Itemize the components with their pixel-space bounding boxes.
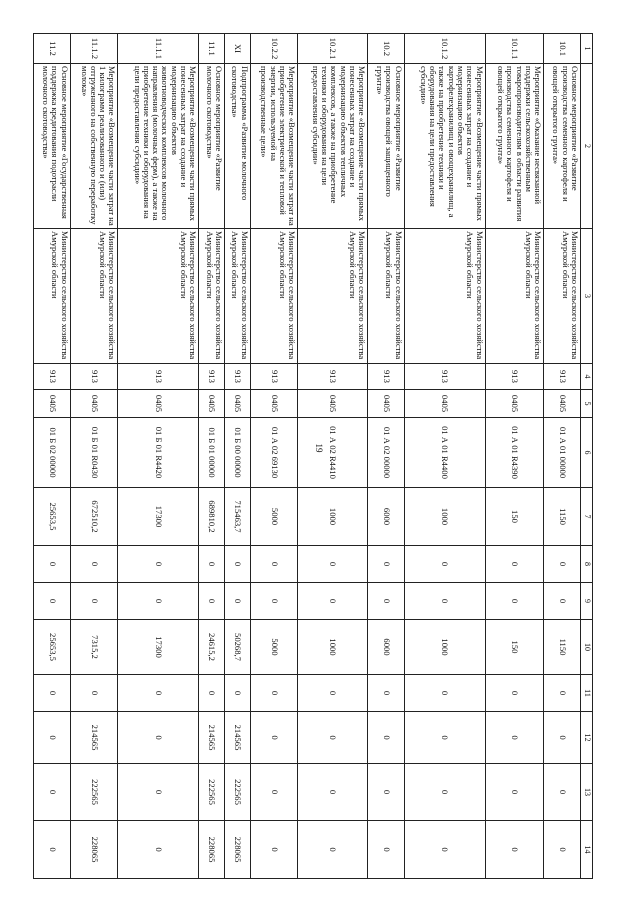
year-6-value: 0 <box>298 764 368 821</box>
year-2-value: 0 <box>199 583 225 620</box>
grbs-code: 913 <box>224 364 250 390</box>
year-1-value: 0 <box>118 546 199 583</box>
year-6-value: 0 <box>34 764 71 821</box>
year-4-value: 0 <box>199 675 225 712</box>
year-1-value: 0 <box>250 546 298 583</box>
year-5-value: 0 <box>485 712 544 764</box>
year-7-value: 0 <box>298 821 368 879</box>
total-value: 1000 <box>404 488 485 546</box>
year-6-value: 0 <box>544 764 581 821</box>
year-2-value: 0 <box>34 583 71 620</box>
grbs-code: 913 <box>34 364 71 390</box>
year-4-value: 0 <box>368 675 405 712</box>
target-article-code: 01 А 02 R4410 <box>298 418 368 488</box>
total-value: 150 <box>485 488 544 546</box>
row-code: 10.1 <box>544 34 581 64</box>
year-3-value: 1000 <box>404 620 485 675</box>
target-article-code: 01 Б 01 R4420 <box>118 418 199 488</box>
row-executor: Министерство сельского хозяйства Амурской области <box>368 229 405 364</box>
row-executor: Министерство сельского хозяйства Амурской области <box>118 229 199 364</box>
year-4-value: 0 <box>404 675 485 712</box>
row-name: Мероприятие «Возмещение части затрат на 1 килограмм реализованного и (или) отгруженного на собственную переработку молока» <box>70 64 118 229</box>
year-5-value: 0 <box>404 712 485 764</box>
year-4-value: 0 <box>298 675 368 712</box>
year-5-value: 0 <box>118 712 199 764</box>
year-3-value: 25653,5 <box>34 620 71 675</box>
year-2-value: 0 <box>404 583 485 620</box>
year-2-value: 0 <box>70 583 118 620</box>
section-code: 0405 <box>544 390 581 418</box>
year-4-value: 0 <box>224 675 250 712</box>
grbs-code: 913 <box>404 364 485 390</box>
total-value: 5000 <box>250 488 298 546</box>
column-number-3: 3 <box>581 229 593 364</box>
year-1-value: 0 <box>544 546 581 583</box>
year-6-value: 0 <box>485 764 544 821</box>
target-article-code: 01 Б 00 00000 <box>224 418 250 488</box>
section-code: 0405 <box>34 390 71 418</box>
row-executor: Министерство сельского хозяйства Амурской области <box>224 229 250 364</box>
row-name: Подпрограмма «Развитие молочного скотоводства» <box>224 64 250 229</box>
target-article-code: 01 А 02 00000 <box>368 418 405 488</box>
year-5-value: 0 <box>368 712 405 764</box>
row-executor: Министерство сельского хозяйства Амурской области <box>70 229 118 364</box>
year-2-value: 0 <box>368 583 405 620</box>
budget-table <box>33 33 593 879</box>
page-number: 19 <box>314 443 324 453</box>
target-article-code: 01 А 01 R4390 <box>485 418 544 488</box>
column-number-9: 9 <box>581 583 593 620</box>
row-code: 11.2 <box>34 34 71 64</box>
column-number-10: 10 <box>581 620 593 675</box>
row-code: 10.1.1 <box>485 34 544 64</box>
year-5-value: 0 <box>544 712 581 764</box>
row-name: Мероприятие «Возмещение части прямых понесенных затрат на создание и модернизацию объектов животноводческих комплексов молочного направления (молочных ферм), а также на приобретение техники и оборудования на цели предоставления субсидии» <box>118 64 199 229</box>
total-value: 17300 <box>118 488 199 546</box>
year-3-value: 1150 <box>544 620 581 675</box>
table-row <box>34 34 71 879</box>
section-code: 0405 <box>224 390 250 418</box>
year-3-value: 17300 <box>118 620 199 675</box>
target-article-code: 01 Б 02 00000 <box>34 418 71 488</box>
year-5-value: 0 <box>250 712 298 764</box>
table-row <box>368 34 405 879</box>
table-body <box>34 34 581 879</box>
row-name: Основное мероприятие «Развитие производства семенного картофеля и овощей открытого грунта» <box>544 64 581 229</box>
grbs-code: 913 <box>250 364 298 390</box>
section-code: 0405 <box>250 390 298 418</box>
grbs-code: 913 <box>70 364 118 390</box>
section-code: 0405 <box>485 390 544 418</box>
row-executor: Министерство сельского хозяйства Амурской области <box>298 229 368 364</box>
table-row <box>250 34 298 879</box>
column-number-14: 14 <box>581 821 593 879</box>
section-code: 0405 <box>199 390 225 418</box>
column-number-1: 1 <box>581 34 593 64</box>
table-row <box>298 34 368 879</box>
year-2-value: 0 <box>224 583 250 620</box>
year-3-value: 1000 <box>298 620 368 675</box>
row-code: 10.2.1 <box>298 34 368 64</box>
total-value: 1150 <box>544 488 581 546</box>
column-number-4: 4 <box>581 364 593 390</box>
row-code: 11.1.1 <box>118 34 199 64</box>
row-code: 10.2 <box>368 34 405 64</box>
year-6-value: 0 <box>118 764 199 821</box>
row-code: XI <box>224 34 250 64</box>
row-code: 10.2.2 <box>250 34 298 64</box>
column-number-13: 13 <box>581 764 593 821</box>
row-executor: Министерство сельского хозяйства Амурской области <box>404 229 485 364</box>
year-7-value: 228065 <box>199 821 225 879</box>
grbs-code: 913 <box>298 364 368 390</box>
year-7-value: 0 <box>485 821 544 879</box>
year-7-value: 228065 <box>70 821 118 879</box>
year-2-value: 0 <box>250 583 298 620</box>
row-code: 11.1 <box>199 34 225 64</box>
year-6-value: 222565 <box>199 764 225 821</box>
year-1-value: 0 <box>404 546 485 583</box>
year-6-value: 0 <box>250 764 298 821</box>
target-article-code: 01 А 02 69130 <box>250 418 298 488</box>
column-number-5: 5 <box>581 390 593 418</box>
row-name: Мероприятие «Оказание несвязанной поддержки сельскохозяйственным товаропроизводителям в области развития производства семенного картофеля и овощей открытого грунта» <box>485 64 544 229</box>
year-5-value: 214565 <box>199 712 225 764</box>
total-value: 715463,7 <box>224 488 250 546</box>
column-number-6: 6 <box>581 418 593 488</box>
table-row <box>118 34 199 879</box>
table-row <box>199 34 225 879</box>
column-number-2: 2 <box>581 64 593 229</box>
target-article-code: 01 А 01 R4400 <box>404 418 485 488</box>
grbs-code: 913 <box>544 364 581 390</box>
section-code: 0405 <box>298 390 368 418</box>
target-article-code: 01 А 01 00000 <box>544 418 581 488</box>
year-3-value: 6000 <box>368 620 405 675</box>
year-3-value: 7315,2 <box>70 620 118 675</box>
target-article-code: 01 Б 01 00000 <box>199 418 225 488</box>
year-3-value: 50268,7 <box>224 620 250 675</box>
column-number-11: 11 <box>581 675 593 712</box>
total-value: 1000 <box>298 488 368 546</box>
year-1-value: 0 <box>298 546 368 583</box>
grbs-code: 913 <box>368 364 405 390</box>
year-7-value: 0 <box>404 821 485 879</box>
year-7-value: 228065 <box>224 821 250 879</box>
year-1-value: 0 <box>224 546 250 583</box>
row-executor: Министерство сельского хозяйства Амурской области <box>34 229 71 364</box>
year-6-value: 222565 <box>70 764 118 821</box>
year-3-value: 150 <box>485 620 544 675</box>
year-1-value: 0 <box>485 546 544 583</box>
year-6-value: 0 <box>404 764 485 821</box>
column-number-row <box>581 34 593 879</box>
year-5-value: 0 <box>34 712 71 764</box>
year-4-value: 0 <box>118 675 199 712</box>
year-1-value: 0 <box>34 546 71 583</box>
year-2-value: 0 <box>485 583 544 620</box>
year-3-value: 24615,2 <box>199 620 225 675</box>
year-1-value: 0 <box>70 546 118 583</box>
year-7-value: 0 <box>118 821 199 879</box>
table-row <box>485 34 544 879</box>
total-value: 689810,2 <box>199 488 225 546</box>
year-5-value: 214565 <box>224 712 250 764</box>
row-code: 11.1.2 <box>70 34 118 64</box>
target-article-code: 01 Б 01 R0430 <box>70 418 118 488</box>
year-2-value: 0 <box>298 583 368 620</box>
table-row <box>544 34 581 879</box>
row-executor: Министерство сельского хозяйства Амурской области <box>250 229 298 364</box>
year-5-value: 0 <box>298 712 368 764</box>
grbs-code: 913 <box>118 364 199 390</box>
table-row <box>224 34 250 879</box>
year-1-value: 0 <box>199 546 225 583</box>
year-4-value: 0 <box>34 675 71 712</box>
year-4-value: 0 <box>250 675 298 712</box>
year-7-value: 0 <box>34 821 71 879</box>
year-7-value: 0 <box>544 821 581 879</box>
row-executor: Министерство сельского хозяйства Амурской области <box>544 229 581 364</box>
section-code: 0405 <box>118 390 199 418</box>
total-value: 6000 <box>368 488 405 546</box>
year-2-value: 0 <box>544 583 581 620</box>
year-4-value: 0 <box>544 675 581 712</box>
column-number-7: 7 <box>581 488 593 546</box>
grbs-code: 913 <box>485 364 544 390</box>
column-number-12: 12 <box>581 712 593 764</box>
year-3-value: 5000 <box>250 620 298 675</box>
column-number-8: 8 <box>581 546 593 583</box>
year-7-value: 0 <box>368 821 405 879</box>
section-code: 0405 <box>404 390 485 418</box>
year-7-value: 0 <box>250 821 298 879</box>
row-name: Основное мероприятие «Развитие производства овощей защищенного грунта» <box>368 64 405 229</box>
year-4-value: 0 <box>485 675 544 712</box>
section-code: 0405 <box>70 390 118 418</box>
row-name: Мероприятие «Возмещение части прямых понесенных затрат на создание и модернизацию объектов тепличных комплексов, а также на приобретение техники и оборудования на цели предоставления субсидии» <box>298 64 368 229</box>
row-name: Мероприятие «Возмещение части прямых понесенных затрат на создание и модернизацию объектов картофелехранилищ и овощехранилищ, а также на приобретение техники и оборудования на цели предоставления субсидии» <box>404 64 485 229</box>
grbs-code: 913 <box>199 364 225 390</box>
total-value: 672510,2 <box>70 488 118 546</box>
total-value: 25653,5 <box>34 488 71 546</box>
row-name: Основное мероприятие «Государственная поддержка кредитования подотрасли молочного скотоводства» <box>34 64 71 229</box>
table-row <box>404 34 485 879</box>
year-6-value: 222565 <box>224 764 250 821</box>
table-row <box>70 34 118 879</box>
row-executor: Министерство сельского хозяйства Амурской области <box>485 229 544 364</box>
row-name: Мероприятие «Возмещение части затрат на приобретение электрической и тепловой энергии, используемой на производственные цели» <box>250 64 298 229</box>
row-executor: Министерство сельского хозяйства Амурской области <box>199 229 225 364</box>
year-2-value: 0 <box>118 583 199 620</box>
year-6-value: 0 <box>368 764 405 821</box>
year-1-value: 0 <box>368 546 405 583</box>
row-code: 10.1.2 <box>404 34 485 64</box>
section-code: 0405 <box>368 390 405 418</box>
rotated-document <box>33 33 593 878</box>
year-5-value: 214565 <box>70 712 118 764</box>
row-name: Основное мероприятие «Развитие молочного скотоводства» <box>199 64 225 229</box>
year-4-value: 0 <box>70 675 118 712</box>
